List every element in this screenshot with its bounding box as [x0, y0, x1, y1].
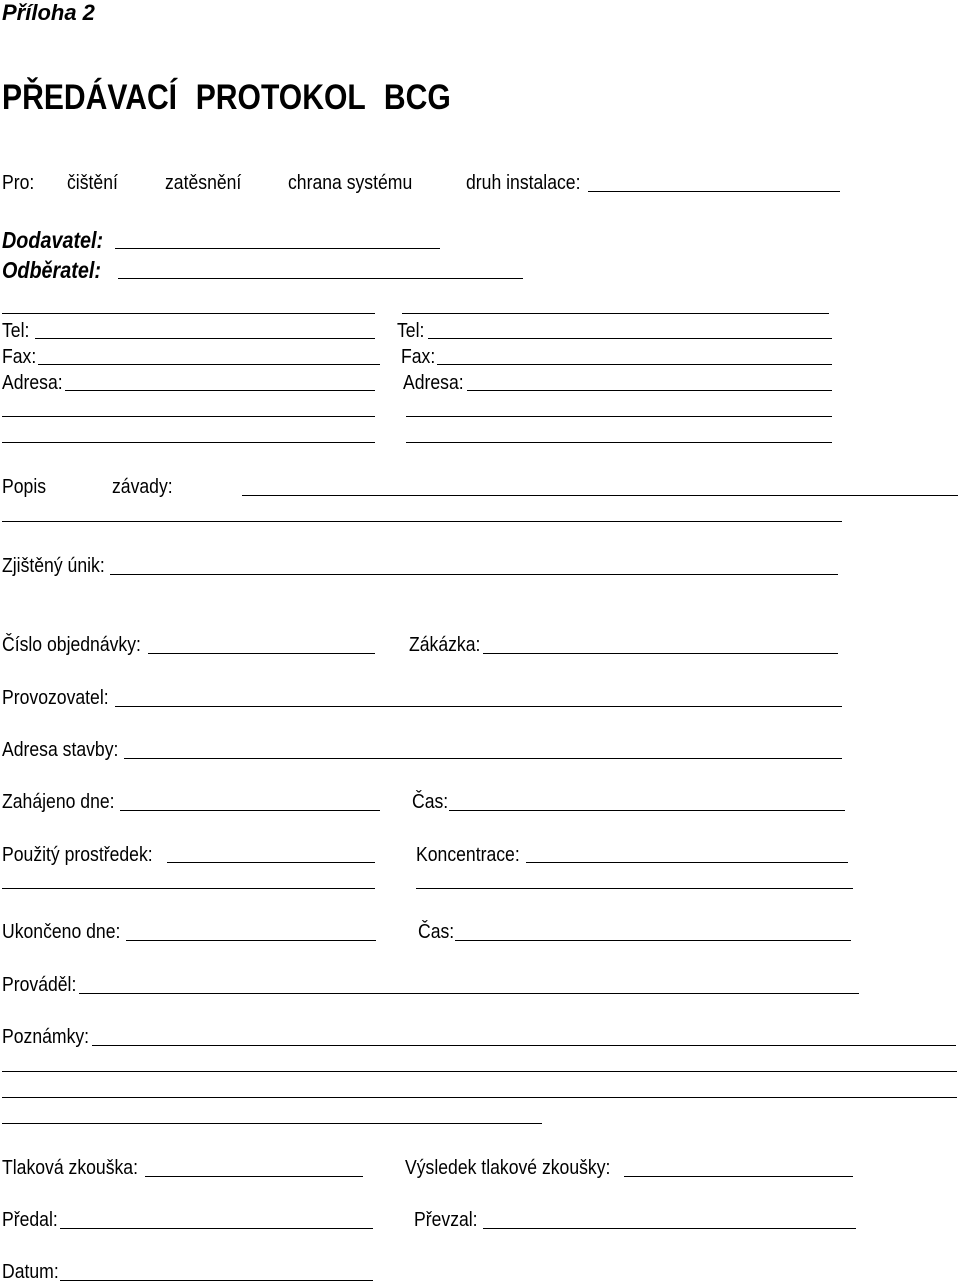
time-label-2: Čas:	[418, 921, 455, 943]
customer-tel-field[interactable]	[428, 338, 832, 339]
appendix-label: Příloha 2	[2, 0, 95, 25]
supplier-field[interactable]	[115, 248, 440, 249]
time-label-1: Čas:	[412, 791, 449, 813]
customer-address-line-3[interactable]	[406, 442, 832, 443]
notes-line-4[interactable]	[2, 1123, 542, 1124]
product-field[interactable]	[167, 862, 375, 863]
option-sealing[interactable]: zatěsnění	[165, 172, 242, 194]
started-label: Zahájeno dne:	[2, 791, 115, 813]
received-field[interactable]	[483, 1228, 856, 1229]
purpose-label: Pro:	[2, 172, 35, 194]
customer-label: Odběratel:	[2, 257, 101, 283]
supplier-address-line-3[interactable]	[2, 442, 375, 443]
concentration-label: Koncentrace:	[416, 844, 520, 866]
time-field-2[interactable]	[455, 940, 851, 941]
product-field-line-2[interactable]	[2, 888, 375, 889]
pressure-result-field[interactable]	[624, 1176, 853, 1177]
supplier-address-line-2[interactable]	[2, 416, 375, 417]
customer-tel-label: Tel:	[397, 320, 425, 342]
customer-name-field[interactable]	[402, 313, 829, 314]
supplier-address-label: Adresa:	[2, 372, 63, 394]
customer-address-label: Adresa:	[403, 372, 464, 394]
concentration-field-line-2[interactable]	[416, 888, 853, 889]
order-number-label: Číslo objednávky:	[2, 634, 141, 656]
supplier-label: Dodavatel:	[2, 227, 104, 253]
fault-label-a: Popis	[2, 476, 47, 498]
received-label: Převzal:	[414, 1209, 478, 1231]
supplier-fax-field[interactable]	[38, 364, 380, 365]
leak-label: Zjištěný únik:	[2, 555, 105, 577]
supplier-tel-label: Tel:	[2, 320, 30, 342]
installation-type-field[interactable]	[588, 191, 840, 192]
time-field-1[interactable]	[449, 810, 845, 811]
customer-address-field[interactable]	[467, 390, 832, 391]
finished-field[interactable]	[126, 940, 376, 941]
pressure-result-label: Výsledek tlakové zkoušky:	[405, 1157, 611, 1179]
document-title: PŘEDÁVACÍ PROTOKOL BCG	[2, 78, 451, 117]
supplier-name-field[interactable]	[2, 313, 375, 314]
concentration-field[interactable]	[526, 862, 848, 863]
performed-by-field[interactable]	[79, 993, 859, 994]
notes-line-3[interactable]	[2, 1097, 957, 1098]
fault-label-b: závady:	[112, 476, 173, 498]
pressure-test-field[interactable]	[145, 1176, 363, 1177]
order-number-field[interactable]	[148, 653, 375, 654]
fault-field-line-2[interactable]	[2, 521, 842, 522]
site-address-label: Adresa stavby:	[2, 739, 119, 761]
supplier-fax-label: Fax:	[2, 346, 37, 368]
handed-over-field[interactable]	[60, 1228, 373, 1229]
started-field[interactable]	[120, 810, 380, 811]
customer-fax-field[interactable]	[437, 364, 832, 365]
finished-label: Ukončeno dne:	[2, 921, 121, 943]
job-field[interactable]	[483, 653, 838, 654]
installation-type-label: druh instalace:	[466, 172, 581, 194]
performed-by-label: Prováděl:	[2, 974, 77, 996]
pressure-test-label: Tlaková zkouška:	[2, 1157, 138, 1179]
supplier-tel-field[interactable]	[35, 338, 375, 339]
customer-fax-label: Fax:	[401, 346, 436, 368]
date-label: Datum:	[2, 1261, 59, 1283]
notes-line-2[interactable]	[2, 1071, 957, 1072]
date-field[interactable]	[60, 1280, 373, 1281]
supplier-address-field[interactable]	[65, 390, 375, 391]
option-cleaning[interactable]: čištění	[67, 172, 118, 194]
leak-field[interactable]	[110, 574, 838, 575]
job-label: Zákázka:	[409, 634, 481, 656]
operator-field[interactable]	[115, 706, 842, 707]
notes-label: Poznámky:	[2, 1026, 90, 1048]
notes-field[interactable]	[92, 1045, 956, 1046]
handed-over-label: Předal:	[2, 1209, 58, 1231]
site-address-field[interactable]	[124, 758, 842, 759]
fault-field[interactable]	[242, 495, 958, 496]
option-protection[interactable]: chrana systému	[288, 172, 413, 194]
customer-field[interactable]	[118, 278, 523, 279]
operator-label: Provozovatel:	[2, 687, 109, 709]
customer-address-line-2[interactable]	[406, 416, 832, 417]
product-label: Použitý prostředek:	[2, 844, 153, 866]
